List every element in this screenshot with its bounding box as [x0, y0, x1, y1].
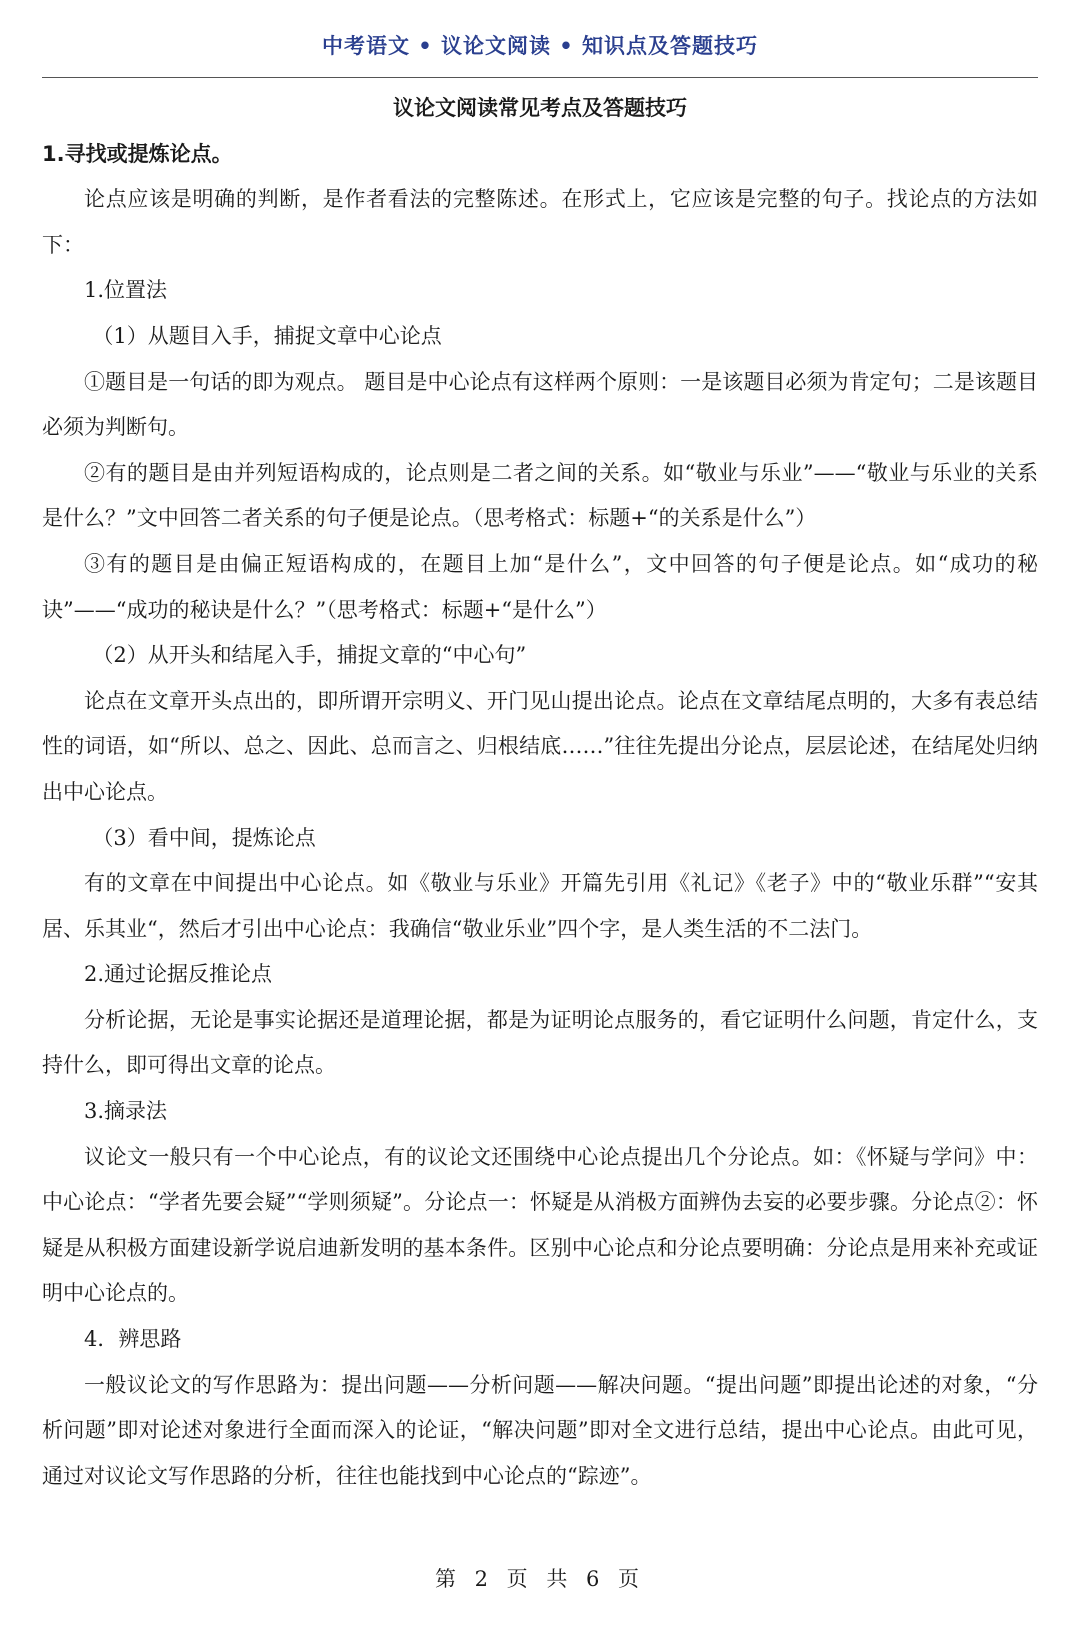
subheading-position-method: 1.位置法	[84, 278, 168, 303]
paragraph-modifier-phrase: ③有的题目是由偏正短语构成的，在题目上加“是什么”，文中回答的句子便是论点。如“成功的秘诀”——“成功的秘诀是什么？”（思考格式：标题+“是什么”）	[42, 551, 1038, 622]
document-body	[42, 86, 1038, 1499]
subheading-thinking: 4．辨思路	[84, 1327, 182, 1352]
subheading-start-end: （2）从开头和结尾入手，捕捉文章的“中心句”	[92, 643, 527, 668]
paragraph-excerpt: 议论文一般只有一个中心论点，有的议论文还围绕中心论点提出几个分论点。如：《怀疑与学问》中：中心论点：“学者先要会疑”“学则须疑”。分论点一：怀疑是从消极方面辨伪去妄的必要步骤。分论点②：怀疑是从积极方面建设新学说启迪新发明的基本条件。区别中心论点和分论点要明确：分论点是用来补充或证明中心论点的。	[42, 1144, 1038, 1306]
header-divider	[42, 77, 1038, 78]
paragraph-middle: 有的文章在中间提出中心论点。如《敬业与乐业》开篇先引用《礼记》《老子》中的“敬业乐群”“安其居、乐其业“，然后才引出中心论点：我确信“敬业乐业”四个字，是人类生活的不二法门。	[42, 871, 1038, 941]
subheading-excerpt: 3.摘录法	[84, 1099, 168, 1124]
subheading-evidence: 2.通过论据反推论点	[84, 962, 273, 987]
subheading-middle: （3）看中间，提炼论点	[92, 825, 316, 850]
paragraph-parallel-phrase: ②有的题目是由并列短语构成的，论点则是二者之间的关系。如“敬业与乐业”——“敬业与乐业的关系是什么？”文中回答二者关系的句子便是论点。（思考格式：标题+“的关系是什么”）	[42, 460, 1038, 531]
running-header: 中考语文 • 议论文阅读 • 知识点及答题技巧	[321, 34, 759, 58]
paragraph-start-end: 论点在文章开头点出的，即所谓开宗明义、开门见山提出论点。论点在文章结尾点明的，大多有表总结性的词语，如“所以、总之、因此、总而言之、归根结底……”往往先提出分论点，层层论述，在结尾处归纳出中心论点。	[42, 688, 1038, 804]
section-heading: 1.寻找或提炼论点。	[42, 141, 233, 166]
paragraph-intro: 论点应该是明确的判断，是作者看法的完整陈述。在形式上，它应该是完整的句子。找论点的方法如下：	[42, 187, 1038, 257]
page-number: 第 2 页 共 6 页	[434, 1567, 646, 1591]
document-title: 议论文阅读常见考点及答题技巧	[393, 96, 687, 120]
paragraph-thinking: 一般议论文的写作思路为：提出问题——分析问题——解决问题。“提出问题”即提出论述的对象，“分析问题”即对论述对象进行全面而深入的论证，“解决问题”即对全文进行总结，提出中心论点。由此可见，通过对议论文写作思路的分析，往往也能找到中心论点的“踪迹”。	[42, 1372, 1038, 1488]
subheading-from-title: （1）从题目入手，捕捉文章中心论点	[92, 323, 442, 348]
paragraph-evidence: 分析论据，无论是事实论据还是道理论据，都是为证明论点服务的，看它证明什么问题，肯定什么，支持什么，即可得出文章的论点。	[42, 1007, 1038, 1078]
paragraph-title-sentence: ①题目是一句话的即为观点。 题目是中心论点有这样两个原则：一是该题目必须为肯定句；二是该题目必须为判断句。	[42, 369, 1038, 440]
